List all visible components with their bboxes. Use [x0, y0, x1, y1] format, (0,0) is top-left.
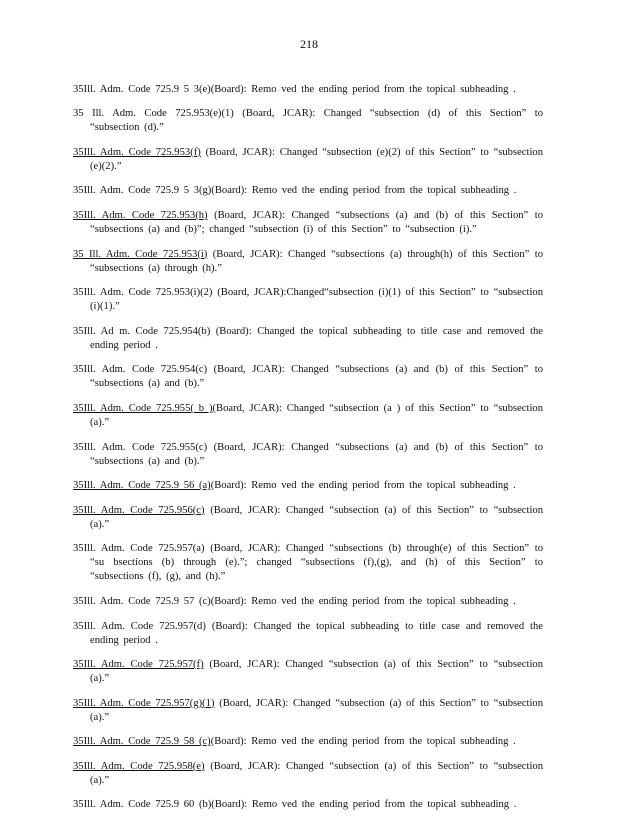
entry-citation: 35Ill. Adm. Code 725.9 5 3(g) — [73, 185, 212, 197]
entry-citation: 35 Ill. Adm. Code 725.953(e)(1) — [73, 108, 234, 120]
change-entry — [73, 798, 543, 812]
change-entry — [73, 402, 543, 430]
entry-citation: 35Ill. Adm. Code 725.953(i)(2) — [73, 287, 213, 299]
entry-description: (Board, JCAR):Changed“subsection (i)(1) of this Section” to “subsection (i)(1).” — [90, 287, 543, 313]
entry-description: (Board, JCAR): Changed “subsections (a) and (b) of this Section” to “subsections (a) and (b).” — [90, 441, 543, 467]
entry-citation: 35 Ill. Adm. Code 725.953(i) — [73, 248, 208, 260]
entry-description: (Board): Changed the topical subheading to title case and removed the ending period . — [90, 325, 543, 351]
change-entry — [73, 658, 543, 686]
entry-citation: 35Ill. Adm. Code 725.953(f) — [73, 146, 201, 158]
entry-description: (Board): Remo ved the ending period from the topical subheading . — [211, 799, 517, 811]
change-entry — [73, 83, 543, 97]
entry-citation: 35Ill. Adm. Code 725.957(d) — [73, 620, 206, 632]
entry-list — [73, 72, 543, 818]
entry-description: (Board): Remo ved the ending period from the topical subheading . — [210, 595, 516, 607]
entry-description: (Board): Remo ved the ending period from the topical subheading . — [210, 83, 516, 95]
change-entry — [73, 760, 543, 788]
entry-description: (Board, JCAR): Changed “subsection (d) of this Section” to “subsection (d).” — [90, 108, 544, 134]
change-entry — [73, 248, 543, 276]
entry-description: (Board, JCAR): Changed “subsection (a ) of this Section” to “subsection (a).” — [90, 402, 543, 428]
entry-description: (Board, JCAR): Changed “subsection (a) of this Section” to “subsection (a).” — [90, 697, 543, 723]
entry-citation: 35Ill. Adm. Code 725.957(a) — [73, 543, 205, 555]
entry-citation: 35Ill. Adm. Code 725.9 5 3(e) — [73, 83, 211, 95]
change-entry — [73, 735, 543, 749]
page-number: 218 — [300, 37, 318, 51]
change-entry — [73, 542, 543, 584]
entry-description: (Board): Remo ved the ending period from the topical subheading . — [211, 185, 517, 197]
change-entry — [73, 286, 543, 314]
change-entry — [73, 504, 543, 532]
entry-description: (Board): Remo ved the ending period from the topical subheading . — [210, 480, 516, 492]
entry-citation: 35Ill. Adm. Code 725.9 57 (c) — [73, 595, 211, 607]
entry-citation: 35Ill. Adm. Code 725.953(h) — [73, 209, 208, 221]
change-entry — [73, 595, 543, 609]
entry-citation: 35Ill. Ad m. Code 725.954(b) — [73, 325, 211, 337]
entry-citation: 35Ill. Adm. Code 725.9 58 (c) — [73, 736, 211, 748]
entry-citation: 35Ill. Adm. Code 725.9 56 (a) — [73, 480, 211, 492]
change-entry — [73, 479, 543, 493]
entry-description: (Board, JCAR): Changed “subsection (a) of this Section” to “subsection (a).” — [90, 504, 543, 530]
change-entry — [73, 697, 543, 725]
entry-description: (Board, JCAR): Changed “subsection (e)(2) of this Section” to “subsection (e)(2).” — [90, 146, 543, 172]
entry-description: (Board, JCAR): Changed “subsections (b) through(e) of this Section” to “su bsections (b) through (e).”; changed “subsections (f),(g), and (h) of this Section” to “subsections (f), (g), and (h).” — [90, 543, 543, 583]
change-entry — [73, 209, 543, 237]
entry-citation: 35Ill. Adm. Code 725.955(c) — [73, 441, 208, 453]
entry-description: (Board): Changed the topical subheading to title case and removed the ending period . — [90, 620, 543, 646]
entry-description: (Board, JCAR): Changed “subsections (a) and (b) of this Section” to “subsections (a) and (b)”; changed “subsection (i) of this Section” to “subsection (i).” — [90, 209, 543, 235]
entry-description: (Board, JCAR): Changed “subsection (a) of this Section” to “subsection (a).” — [90, 659, 543, 685]
change-entry — [73, 363, 543, 391]
change-entry — [73, 620, 543, 648]
change-entry — [73, 107, 543, 135]
change-entry — [73, 325, 543, 353]
entry-citation: 35Ill. Adm. Code 725.957(f) — [73, 659, 204, 671]
entry-description: (Board, JCAR): Changed “subsection (a) of this Section” to “subsection (a).” — [90, 760, 543, 786]
entry-citation: 35Ill. Adm. Code 725.956(c) — [73, 504, 205, 516]
change-entry — [73, 146, 543, 174]
entry-citation: 35Ill. Adm. Code 725.9 60 (b) — [73, 799, 212, 811]
entry-description: (Board): Remo ved the ending period from the topical subheading . — [210, 736, 516, 748]
entry-citation: 35Ill. Adm. Code 725.957(g)(1) — [73, 697, 215, 709]
entry-citation: 35Ill. Adm. Code 725.955( b ) — [73, 402, 213, 414]
change-entry — [73, 441, 543, 469]
change-entry — [73, 184, 543, 198]
entry-citation: 35Ill. Adm. Code 725.958(e) — [73, 760, 205, 772]
entry-citation: 35Ill. Adm. Code 725.954(c) — [73, 364, 208, 376]
entry-description: (Board, JCAR): Changed “subsections (a) and (b) of this Section” to “subsections (a) and (b).” — [90, 364, 543, 390]
entry-description: (Board, JCAR): Changed “subsections (a) through(h) of this Section” to “subsections (a) through (h).” — [90, 248, 544, 274]
